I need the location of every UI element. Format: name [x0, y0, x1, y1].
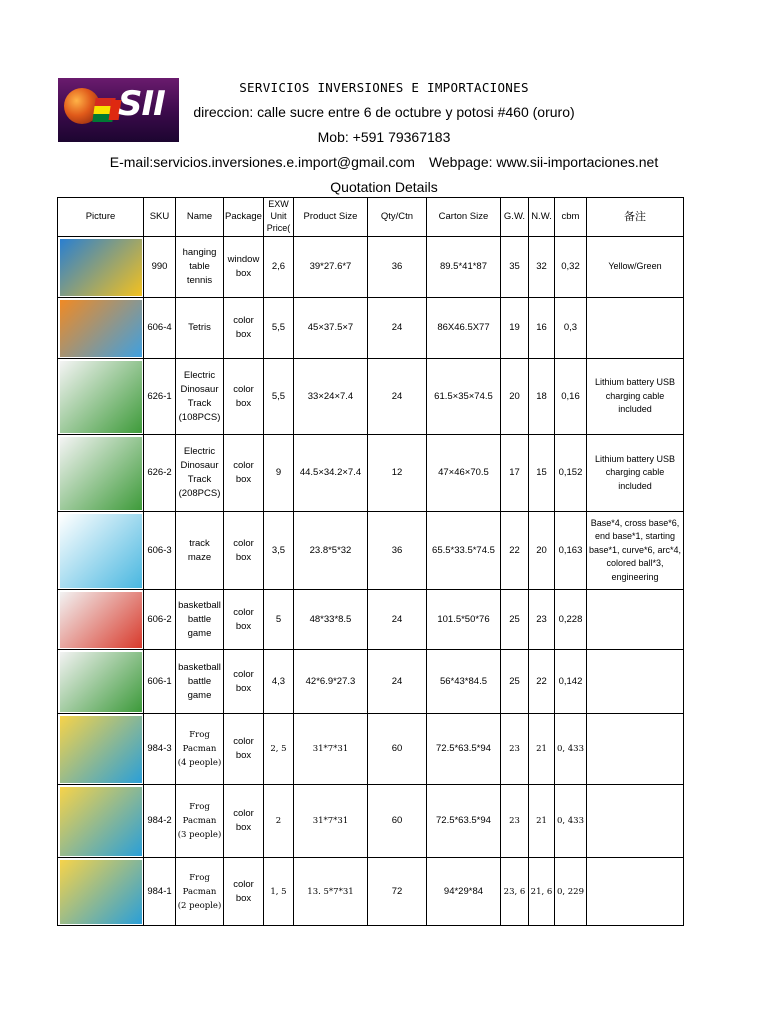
notes-cell: Lithium battery USB charging cable included: [586, 359, 683, 435]
product-image-cell: [58, 858, 144, 926]
sku-cell: 606-4: [144, 298, 176, 359]
gross-weight-cell: 25: [500, 650, 528, 714]
unit-price-cell: 2,6: [263, 237, 293, 298]
product-size-cell: 42*6.9*27.3: [293, 650, 367, 714]
qty-ctn-cell: 60: [367, 785, 426, 858]
company-webpage: Webpage: www.sii-importaciones.net: [428, 154, 659, 170]
product-image: [60, 239, 142, 296]
cbm-cell: 0,16: [554, 359, 586, 435]
sku-cell: 606-1: [144, 650, 176, 714]
logo-brand-text: SII: [118, 84, 165, 124]
package-cell: color box: [224, 512, 264, 590]
qty-ctn-cell: 24: [367, 298, 426, 359]
table-header-row: [58, 198, 684, 237]
notes-cell: [586, 298, 683, 359]
gross-weight-cell: 22: [500, 512, 528, 590]
table-row: [58, 237, 684, 298]
qty-ctn-cell: 60: [367, 714, 426, 785]
product-name-cell: Electric Dinosaur Track (208PCS): [176, 435, 224, 512]
sku-cell: 606-3: [144, 512, 176, 590]
notes-cell: [586, 858, 683, 926]
product-size-cell: 33×24×7.4: [293, 359, 367, 435]
cbm-cell: 0, 433: [554, 785, 586, 858]
unit-price-cell: 5,5: [263, 359, 293, 435]
sku-cell: 606-2: [144, 590, 176, 650]
net-weight-cell: 21: [528, 785, 554, 858]
column-header-price: EXW Unit Price(: [263, 198, 293, 237]
section-title: Quotation Details: [330, 179, 438, 195]
product-size-cell: 39*27.6*7: [293, 237, 367, 298]
sku-cell: 984-3: [144, 714, 176, 785]
product-image-cell: [58, 714, 144, 785]
product-image-cell: [58, 785, 144, 858]
product-name-cell: Frog Pacman (4 people): [176, 714, 224, 785]
package-cell: window box: [224, 237, 264, 298]
table-body: [58, 237, 684, 926]
package-cell: color box: [224, 714, 264, 785]
column-header-qty-ctn: Qty/Ctn: [367, 198, 426, 237]
carton-size-cell: 61.5×35×74.5: [426, 359, 500, 435]
sku-cell: 626-2: [144, 435, 176, 512]
gross-weight-cell: 23: [500, 785, 528, 858]
product-image-cell: [58, 512, 144, 590]
net-weight-cell: 15: [528, 435, 554, 512]
gross-weight-cell: 23, 6: [500, 858, 528, 926]
qty-ctn-cell: 24: [367, 590, 426, 650]
unit-price-cell: 5,5: [263, 298, 293, 359]
table-row: [58, 298, 684, 359]
qty-ctn-cell: 24: [367, 650, 426, 714]
product-size-cell: 31*7*31: [293, 714, 367, 785]
notes-cell: Lithium battery USB charging cable included: [586, 435, 683, 512]
gross-weight-cell: 19: [500, 298, 528, 359]
unit-price-cell: 5: [263, 590, 293, 650]
unit-price-cell: 2, 5: [263, 714, 293, 785]
notes-cell: [586, 590, 683, 650]
gross-weight-cell: 35: [500, 237, 528, 298]
product-name-cell: Tetris: [176, 298, 224, 359]
qty-ctn-cell: 72: [367, 858, 426, 926]
product-name-cell: Frog Pacman (2 people): [176, 858, 224, 926]
package-cell: color box: [224, 785, 264, 858]
table-row: [58, 435, 684, 512]
product-image: [60, 652, 142, 712]
notes-cell: Base*4, cross base*6, end base*1, starting base*1, curve*6, arc*4, colored ball*3, engineering: [586, 512, 683, 590]
product-image: [60, 361, 142, 433]
column-header-gross-weight: G.W.: [500, 198, 528, 237]
package-cell: color box: [224, 590, 264, 650]
unit-price-cell: 3,5: [263, 512, 293, 590]
company-address: direccion: calle sucre entre 6 de octubre y potosi #460 (oruro): [193, 104, 575, 120]
table-row: [58, 512, 684, 590]
package-cell: color box: [224, 650, 264, 714]
net-weight-cell: 20: [528, 512, 554, 590]
net-weight-cell: 32: [528, 237, 554, 298]
unit-price-cell: 1, 5: [263, 858, 293, 926]
package-cell: color box: [224, 359, 264, 435]
package-cell: color box: [224, 298, 264, 359]
gross-weight-cell: 17: [500, 435, 528, 512]
carton-size-cell: 101.5*50*76: [426, 590, 500, 650]
product-name-cell: track maze: [176, 512, 224, 590]
table-row: [58, 858, 684, 926]
package-cell: color box: [224, 435, 264, 512]
table-row: [58, 359, 684, 435]
notes-cell: [586, 714, 683, 785]
carton-size-cell: 86X46.5X77: [426, 298, 500, 359]
sku-cell: 984-2: [144, 785, 176, 858]
carton-size-cell: 94*29*84: [426, 858, 500, 926]
product-size-cell: 45×37.5×7: [293, 298, 367, 359]
company-name: SERVICIOS INVERSIONES E IMPORTACIONES: [239, 80, 529, 95]
gross-weight-cell: 20: [500, 359, 528, 435]
qty-ctn-cell: 36: [367, 512, 426, 590]
column-header-product-size: Product Size: [293, 198, 367, 237]
qty-ctn-cell: 12: [367, 435, 426, 512]
table-row: [58, 650, 684, 714]
column-header-name: Name: [176, 198, 224, 237]
column-header-notes: 备注: [586, 198, 683, 237]
product-image-cell: [58, 237, 144, 298]
cbm-cell: 0, 229: [554, 858, 586, 926]
unit-price-cell: 9: [263, 435, 293, 512]
net-weight-cell: 23: [528, 590, 554, 650]
carton-size-cell: 72.5*63.5*94: [426, 785, 500, 858]
gross-weight-cell: 25: [500, 590, 528, 650]
product-image-cell: [58, 435, 144, 512]
cbm-cell: 0,228: [554, 590, 586, 650]
column-header-net-weight: N.W.: [528, 198, 554, 237]
qty-ctn-cell: 24: [367, 359, 426, 435]
product-size-cell: 23.8*5*32: [293, 512, 367, 590]
product-image-cell: [58, 650, 144, 714]
package-cell: color box: [224, 858, 264, 926]
product-image: [60, 592, 142, 648]
product-image: [60, 300, 142, 357]
product-image-cell: [58, 359, 144, 435]
product-size-cell: 13. 5*7*31: [293, 858, 367, 926]
product-image: [60, 514, 142, 588]
product-name-cell: hanging table tennis: [176, 237, 224, 298]
table-row: [58, 590, 684, 650]
product-name-cell: basketball battle game: [176, 590, 224, 650]
contact-line: [0, 154, 768, 170]
net-weight-cell: 22: [528, 650, 554, 714]
gross-weight-cell: 23: [500, 714, 528, 785]
column-header-package: Package: [224, 198, 264, 237]
company-email: E-mail:servicios.inversiones.e.import@gmail.com: [109, 154, 415, 170]
net-weight-cell: 21, 6: [528, 858, 554, 926]
product-name-cell: Electric Dinosaur Track (108PCS): [176, 359, 224, 435]
cbm-cell: 0,163: [554, 512, 586, 590]
product-image-cell: [58, 590, 144, 650]
product-name-cell: Frog Pacman (3 people): [176, 785, 224, 858]
carton-size-cell: 65.5*33.5*74.5: [426, 512, 500, 590]
quotation-table: [57, 197, 684, 926]
product-size-cell: 48*33*8.5: [293, 590, 367, 650]
cbm-cell: 0,142: [554, 650, 586, 714]
column-header-carton-size: Carton Size: [426, 198, 500, 237]
qty-ctn-cell: 36: [367, 237, 426, 298]
carton-size-cell: 56*43*84.5: [426, 650, 500, 714]
sku-cell: 990: [144, 237, 176, 298]
product-size-cell: 44.5×34.2×7.4: [293, 435, 367, 512]
cbm-cell: 0,32: [554, 237, 586, 298]
carton-size-cell: 47×46×70.5: [426, 435, 500, 512]
column-header-cbm: cbm: [554, 198, 586, 237]
product-image: [60, 716, 142, 783]
cbm-cell: 0,152: [554, 435, 586, 512]
product-image: [60, 860, 142, 924]
cbm-cell: 0, 433: [554, 714, 586, 785]
company-mobile: Mob: +591 79367183: [317, 129, 451, 145]
table-row: [58, 714, 684, 785]
unit-price-cell: 4,3: [263, 650, 293, 714]
carton-size-cell: 89.5*41*87: [426, 237, 500, 298]
product-image-cell: [58, 298, 144, 359]
column-header-sku: SKU: [144, 198, 176, 237]
product-image: [60, 437, 142, 510]
notes-cell: [586, 650, 683, 714]
sku-cell: 626-1: [144, 359, 176, 435]
table-row: [58, 785, 684, 858]
product-name-cell: basketball battle game: [176, 650, 224, 714]
sku-cell: 984-1: [144, 858, 176, 926]
net-weight-cell: 16: [528, 298, 554, 359]
notes-cell: Yellow/Green: [586, 237, 683, 298]
net-weight-cell: 21: [528, 714, 554, 785]
product-image: [60, 787, 142, 856]
carton-size-cell: 72.5*63.5*94: [426, 714, 500, 785]
product-size-cell: 31*7*31: [293, 785, 367, 858]
notes-cell: [586, 785, 683, 858]
cbm-cell: 0,3: [554, 298, 586, 359]
column-header-picture: Picture: [58, 198, 144, 237]
net-weight-cell: 18: [528, 359, 554, 435]
unit-price-cell: 2: [263, 785, 293, 858]
